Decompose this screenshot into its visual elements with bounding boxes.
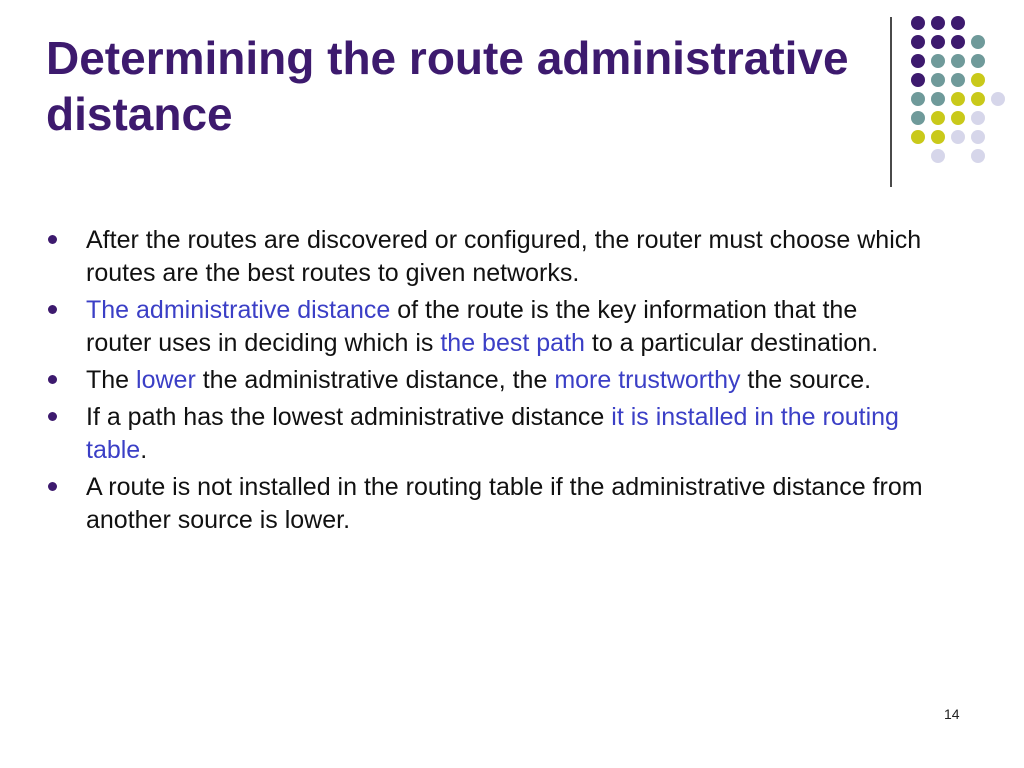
bullet-item	[86, 294, 926, 360]
decorative-dot	[951, 130, 965, 144]
text-segment: .	[140, 436, 148, 464]
decorative-dot	[951, 16, 965, 30]
bullet-marker-icon	[48, 375, 57, 384]
highlighted-text: The administrative distance	[86, 296, 391, 324]
text-segment: A route is not installed in the routing table if the administrative distance from another source is lower.	[86, 473, 923, 534]
decorative-dot	[971, 35, 985, 49]
bullet-text	[86, 473, 923, 534]
bullet-item	[86, 364, 926, 397]
title-divider	[890, 17, 892, 187]
decorative-dot	[911, 16, 925, 30]
decorative-dot	[931, 35, 945, 49]
decorative-dot	[911, 35, 925, 49]
bullet-marker-icon	[48, 235, 57, 244]
text-segment: The	[86, 366, 137, 394]
bullet-marker-icon	[48, 305, 57, 314]
decorative-dot	[931, 130, 945, 144]
decorative-dot	[951, 35, 965, 49]
decorative-dot	[931, 149, 945, 163]
decorative-dot	[951, 54, 965, 68]
decorative-dot	[951, 92, 965, 106]
bullet-list	[86, 224, 926, 541]
decorative-dot	[911, 73, 925, 87]
slide-title: Determining the route administrative distance	[46, 32, 849, 140]
text-segment: the administrative distance, the	[195, 366, 555, 394]
decorative-dot	[931, 54, 945, 68]
decorative-dot	[971, 54, 985, 68]
bullet-marker-icon	[48, 482, 57, 491]
bullet-text	[86, 296, 878, 357]
text-segment: If a path has the lowest administrative distance	[86, 403, 612, 431]
highlighted-text: it is installed in the routing table	[86, 403, 899, 464]
bullet-marker-icon	[48, 412, 57, 421]
decorative-dot	[971, 111, 985, 125]
bullet-item	[86, 471, 926, 537]
text-segment: to a particular destination.	[584, 329, 879, 357]
decorative-dot	[931, 111, 945, 125]
highlighted-text: more trustworthy	[554, 366, 741, 394]
decorative-dot	[911, 92, 925, 106]
page-number: 14	[944, 706, 960, 722]
decorative-dot	[971, 92, 985, 106]
decorative-dot	[911, 111, 925, 125]
bullet-text	[86, 226, 921, 287]
text-segment: After the routes are discovered or configured, the router must choose which routes are the best routes to given networks.	[86, 226, 922, 287]
decorative-dot	[971, 149, 985, 163]
decorative-dot	[991, 92, 1005, 106]
bullet-text	[86, 366, 871, 394]
decorative-dot	[931, 92, 945, 106]
highlighted-text: lower	[136, 366, 196, 394]
decorative-dot	[931, 16, 945, 30]
decorative-dot	[971, 73, 985, 87]
text-segment: of the route is the key information that the router uses in deciding which is	[86, 296, 858, 357]
text-segment: the source.	[740, 366, 872, 394]
decorative-dot	[931, 73, 945, 87]
bullet-text	[86, 403, 899, 464]
decorative-dot	[911, 130, 925, 144]
decorative-dot	[951, 111, 965, 125]
decorative-dot	[971, 130, 985, 144]
bullet-item	[86, 224, 926, 290]
decorative-dot	[911, 54, 925, 68]
decorative-dot	[951, 73, 965, 87]
bullet-item	[86, 401, 926, 467]
highlighted-text: the best path	[440, 329, 585, 357]
